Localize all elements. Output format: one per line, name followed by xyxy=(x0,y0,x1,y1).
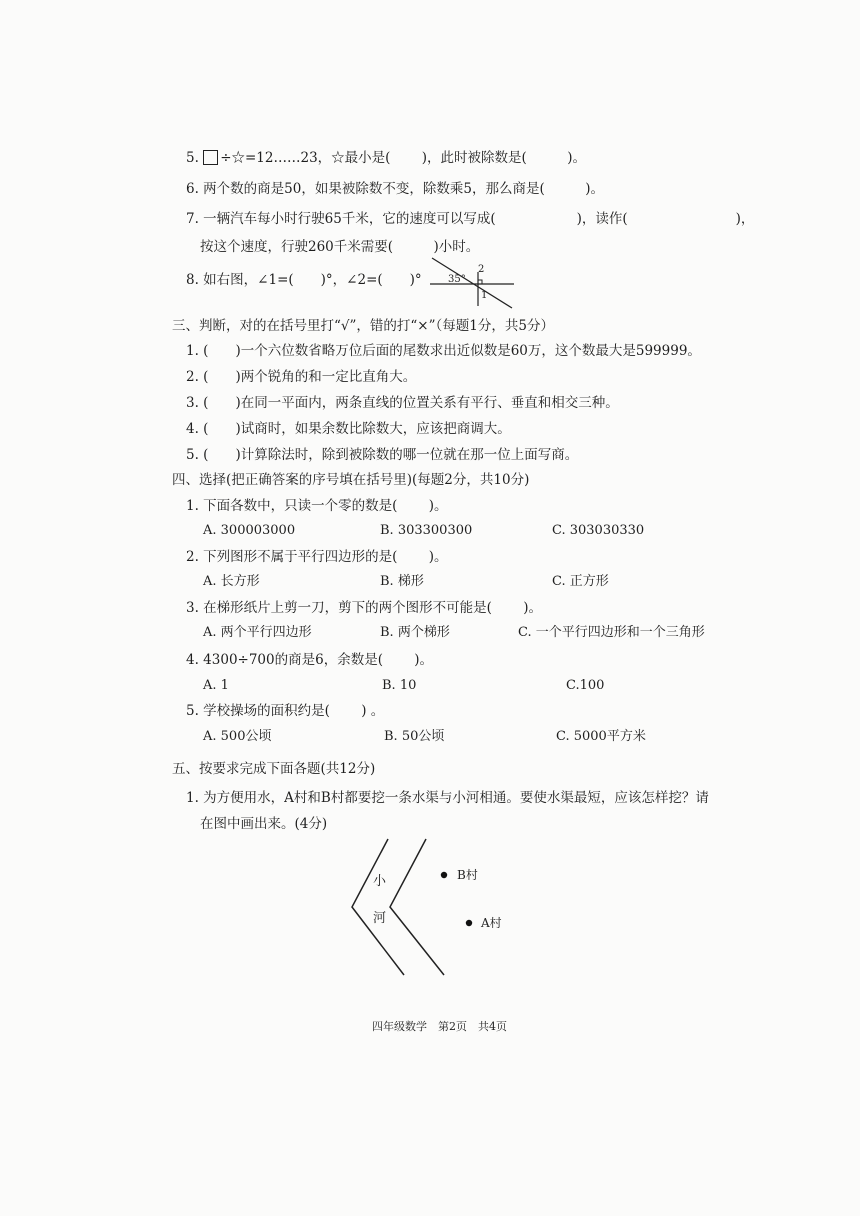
task-q1-line1: 1. 为方便用水，A村和B村都要挖一条水渠与小河相通。要使水渠最短，应该怎样挖？请 xyxy=(186,790,709,806)
choice-option-c: C.100 xyxy=(566,678,605,693)
judge-item: 5. ( )计算除法时，除到被除数的哪一位就在那一位上面写商。 xyxy=(186,447,579,463)
choice-option-a: A. 500公顷 xyxy=(203,729,272,744)
choice-option-a: A. 长方形 xyxy=(203,574,260,589)
choice-option-c: C. 正方形 xyxy=(552,574,609,589)
choice-question: 4. 4300÷700的商是6，余数是( )。 xyxy=(186,652,434,668)
fill-q7-line1: 7. 一辆汽车每小时行驶65千米，它的速度可以写成( )，读作( )， xyxy=(186,211,755,227)
village-b-dot-icon xyxy=(441,872,447,878)
choice-option-b: B. 两个梯形 xyxy=(380,625,450,640)
river-diagram xyxy=(340,835,540,985)
village-b-label: B村 xyxy=(457,868,478,882)
choice-option-b: B. 梯形 xyxy=(380,574,424,589)
choice-option-c: C. 一个平行四边形和一个三角形 xyxy=(518,625,705,640)
river-right-bank xyxy=(390,839,444,975)
village-a-dot-icon xyxy=(466,920,472,926)
choice-option-b: B. 50公顷 xyxy=(384,729,445,744)
choice-option-a: A. 两个平行四边形 xyxy=(203,625,312,640)
choice-question: 3. 在梯形纸片上剪一刀，剪下的两个图形不可能是( )。 xyxy=(186,600,542,616)
river-char-xiao: 小 xyxy=(373,874,387,889)
task-heading: 五、按要求完成下面各题(共12分) xyxy=(172,761,376,777)
angle-2-label: 2 xyxy=(478,264,485,275)
judge-item: 3. ( )在同一平面内，两条直线的位置关系有平行、垂直和相交三种。 xyxy=(186,395,619,411)
fill-q7-line2: 按这个速度，行驶260千米需要( )小时。 xyxy=(200,239,480,255)
choice-option-b: B. 303300300 xyxy=(380,523,473,538)
choice-question: 2. 下列图形不属于平行四边形的是( )。 xyxy=(186,549,448,565)
task-q1-line2: 在图中画出来。(4分) xyxy=(200,816,328,832)
choice-heading: 四、选择(把正确答案的序号填在括号里)(每题2分，共10分) xyxy=(172,472,530,488)
right-angle-mark xyxy=(478,280,482,284)
judge-item: 4. ( )试商时，如果余数比除数大，应该把商调大。 xyxy=(186,421,511,437)
judge-item: 2. ( )两个锐角的和一定比直角大。 xyxy=(186,369,417,385)
page-footer: 四年级数学 第2页 共4页 xyxy=(372,1020,507,1033)
angle-35-label: 35° xyxy=(448,274,466,285)
choice-question: 5. 学校操场的面积约是( ) 。 xyxy=(186,703,385,719)
judge-heading: 三、判断，对的在括号里打“√”，错的打“×”（每题1分，共5分） xyxy=(172,318,554,334)
slanted-line xyxy=(432,258,512,308)
village-a-label: A村 xyxy=(481,916,502,930)
angle-figure xyxy=(428,256,518,310)
choice-option-a: A. 1 xyxy=(203,678,229,693)
choice-question: 1. 下面各数中，只读一个零的数是( )。 xyxy=(186,498,448,514)
choice-option-a: A. 300003000 xyxy=(203,523,296,538)
fill-q8: 8. 如右图，∠1=( )°，∠2=( )° xyxy=(186,272,422,288)
choice-option-b: B. 10 xyxy=(382,678,417,693)
fill-q5-text: ÷☆=12……23，☆最小是( )，此时被除数是( )。 xyxy=(220,150,587,166)
judge-item: 1. ( )一个六位数省略万位后面的尾数求出近似数是60万，这个数最大是599999。 xyxy=(186,343,701,359)
fill-q6: 6. 两个数的商是50，如果被除数不变，除数乘5，那么商是( )。 xyxy=(186,181,604,197)
choice-option-c: C. 303030330 xyxy=(552,523,645,538)
fill-q5-number: 5. xyxy=(186,150,199,166)
fill-q5 xyxy=(186,149,586,167)
river-char-he: 河 xyxy=(373,911,387,926)
angle-1-label: 1 xyxy=(481,290,488,301)
choice-option-c: C. 5000平方米 xyxy=(556,729,646,744)
blank-square-icon xyxy=(203,150,218,165)
river-left-bank xyxy=(352,839,404,975)
